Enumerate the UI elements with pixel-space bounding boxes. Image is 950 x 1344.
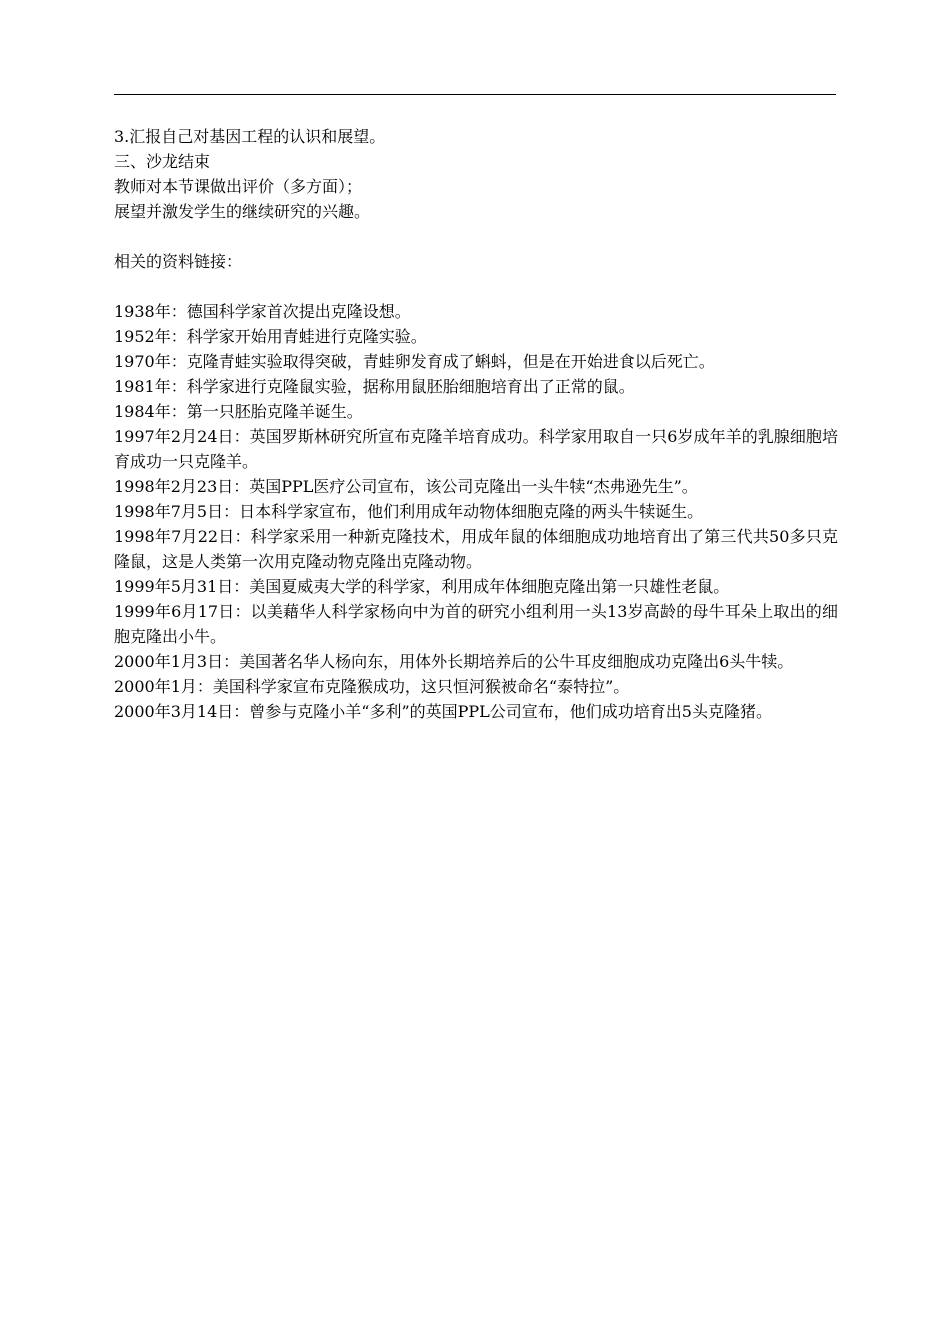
timeline-entry: 1970年：克隆青蛙实验取得突破，青蛙卵发育成了蝌蚪，但是在开始进食以后死亡。 bbox=[114, 352, 715, 371]
timeline-entry: 1981年：科学家进行克隆鼠实验，据称用鼠胚胎细胞培育出了正常的鼠。 bbox=[114, 377, 635, 396]
timeline-entry: 1998年7月5日：日本科学家宣布，他们利用成年动物体细胞克隆的两头牛犊诞生。 bbox=[114, 502, 704, 521]
intro-line-4: 展望并激发学生的继续研究的兴趣。 bbox=[114, 202, 371, 221]
header-rule bbox=[114, 94, 836, 95]
timeline-entry: 1999年6月17日：以美藉华人科学家杨向中为首的研究小组利用一头13岁高龄的母牛耳朵上取出的细胞克隆出小牛。 bbox=[114, 602, 838, 646]
links-heading: 相关的资料链接： bbox=[114, 252, 243, 271]
timeline-entry: 1998年2月23日：英国PPL医疗公司宣布，该公司克隆出一头牛犊“杰弗逊先生”。 bbox=[114, 477, 698, 496]
timeline-entry: 1984年：第一只胚胎克隆羊诞生。 bbox=[114, 402, 363, 421]
timeline-entry: 1999年5月31日：美国夏威夷大学的科学家，利用成年体细胞克隆出第一只雄性老鼠。 bbox=[114, 577, 730, 596]
intro-line-3: 教师对本节课做出评价（多方面）； bbox=[114, 177, 363, 196]
timeline-entry: 1952年：科学家开始用青蛙进行克隆实验。 bbox=[114, 327, 427, 346]
intro-line-2: 三、沙龙结束 bbox=[114, 152, 211, 171]
timeline-entry: 1938年：德国科学家首次提出克隆设想。 bbox=[114, 302, 411, 321]
document-body bbox=[114, 124, 838, 724]
timeline-entry: 2000年1月3日：美国著名华人杨向东，用体外长期培养后的公牛耳皮细胞成功克隆出6头牛犊。 bbox=[114, 652, 794, 671]
timeline-entry: 2000年1月：美国科学家宣布克隆猴成功，这只恒河猴被命名“泰特拉”。 bbox=[114, 677, 630, 696]
intro-line-1: 3.汇报自己对基因工程的认识和展望。 bbox=[114, 127, 386, 146]
timeline-entry: 2000年3月14日：曾参与克隆小羊“多利”的英国PPL公司宣布，他们成功培育出5头克隆猪。 bbox=[114, 702, 772, 721]
timeline-entry: 1997年2月24日：英国罗斯林研究所宣布克隆羊培育成功。科学家用取自一只6岁成年羊的乳腺细胞培育成功一只克隆羊。 bbox=[114, 427, 838, 471]
blank-line bbox=[114, 224, 838, 249]
blank-line bbox=[114, 274, 838, 299]
timeline-entry: 1998年7月22日：科学家采用一种新克隆技术，用成年鼠的体细胞成功地培育出了第三代共50多只克隆鼠，这是人类第一次用克隆动物克隆出克隆动物。 bbox=[114, 527, 838, 571]
